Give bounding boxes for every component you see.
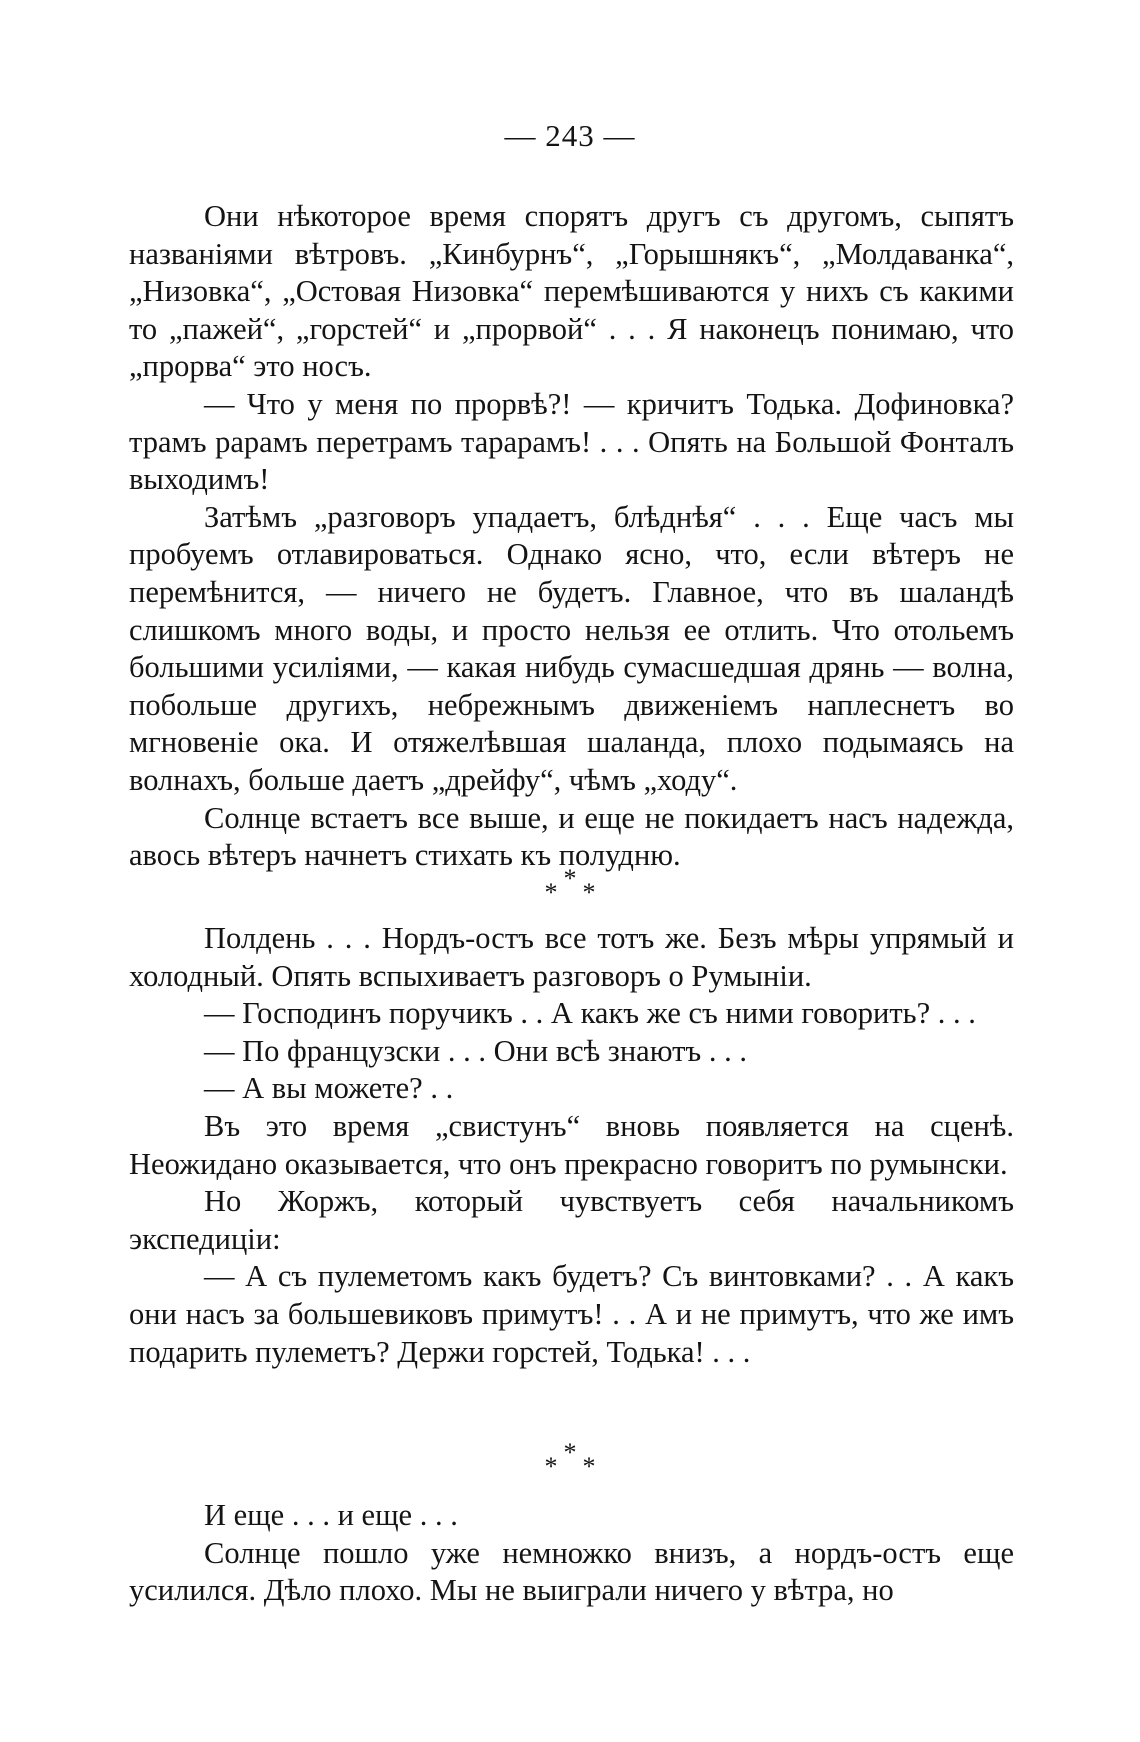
paragraph: Солнце пошло уже немножко внизъ, а нордъ-остъ еще усилился. Дѣло плохо. Мы не выиграли ничего у вѣтра, но [129, 1535, 1014, 1608]
paragraph: — По французски . . . Они всѣ знаютъ . . . [204, 1033, 747, 1068]
asterisk: * [582, 878, 596, 907]
asterisk: * [544, 878, 558, 907]
section-separator [0, 864, 1140, 907]
paragraph: Но Жоржъ, который чувствуетъ себя начальникомъ экспедиціи: [129, 1184, 1014, 1256]
paragraph: — Господинъ поручикъ . . А какъ же съ ними говорить? . . . [204, 996, 976, 1031]
paragraph: И еще . . . и еще . . . [204, 1498, 458, 1532]
page-number: — 243 — [504, 118, 636, 153]
text-block-2 [129, 920, 1014, 1371]
paragraph: — Что у меня по прорвѣ?! — кричитъ Тодька. Дофиновка? трамъ рарамъ перетрамъ тарарамъ! . . . Опять на Большой Фонталъ выходимъ! [129, 386, 1014, 497]
paragraph: Въ это время „свистунъ“ вновь появляется на сценѣ. Неожидано оказывается, что онъ прекрасно говоритъ по румынски. [129, 1108, 1014, 1181]
paragraph: — А вы можете? . . [204, 1071, 454, 1106]
section-separator [0, 1438, 1140, 1481]
paragraph: Полдень . . . Нордъ-остъ все тотъ же. Безъ мѣры упрямый и холодный. Опять вспыхиваетъ разговоръ о Румыніи. [129, 921, 1014, 993]
text-block-3 [129, 1497, 1014, 1610]
asterisk: * [582, 1452, 596, 1481]
paragraph: Солнце встаетъ все выше, и еще не покидаетъ насъ надежда, авось вѣтеръ начнетъ стихать къ полудню. [129, 800, 1014, 873]
asterisk: * [544, 1452, 558, 1481]
asterisk: * [563, 1438, 577, 1467]
paragraph: — А съ пулеметомъ какъ будетъ? Съ винтовками? . . А какъ они насъ за большевиковъ примутъ! . . А и не примутъ, что же имъ подарить пулеметъ? Держи горстей, Тодька! . . . [129, 1259, 1014, 1369]
asterisk: * [563, 864, 577, 893]
paragraph: Затѣмъ „разговоръ упадаетъ, блѣднѣя“ . . . Еще часъ мы пробуемъ отлавироваться. Однако ясно, что, если вѣтеръ не перемѣнится, — ничего не будетъ. Главное, что въ шаландѣ слишкомъ много воды, и просто нельзя ее отлить. Что отольемъ большими усиліями, — какая нибудь сумасшедшая дрянь — волна, побольше другихъ, небрежнымъ движеніемъ наплеснетъ во мгновеніе ока. И отяжелѣвшая шаланда, плохо подымаясь на волнахъ, больше даетъ „дрейфу“, чѣмъ „ходу“. [129, 499, 1014, 797]
text-block-1 [129, 198, 1014, 875]
paragraph: Они нѣкоторое время спорятъ другъ съ другомъ, сыпятъ названіями вѣтровъ. „Кинбурнъ“, „Горышнякъ“, „Молдаванка“, „Низовка“, „Остовая Низовка“ перемѣшиваются у нихъ съ какими то „пажей“, „горстей“ и „прорвой“ . . . Я наконецъ понимаю, что „прорва“ это носъ. [129, 199, 1014, 384]
